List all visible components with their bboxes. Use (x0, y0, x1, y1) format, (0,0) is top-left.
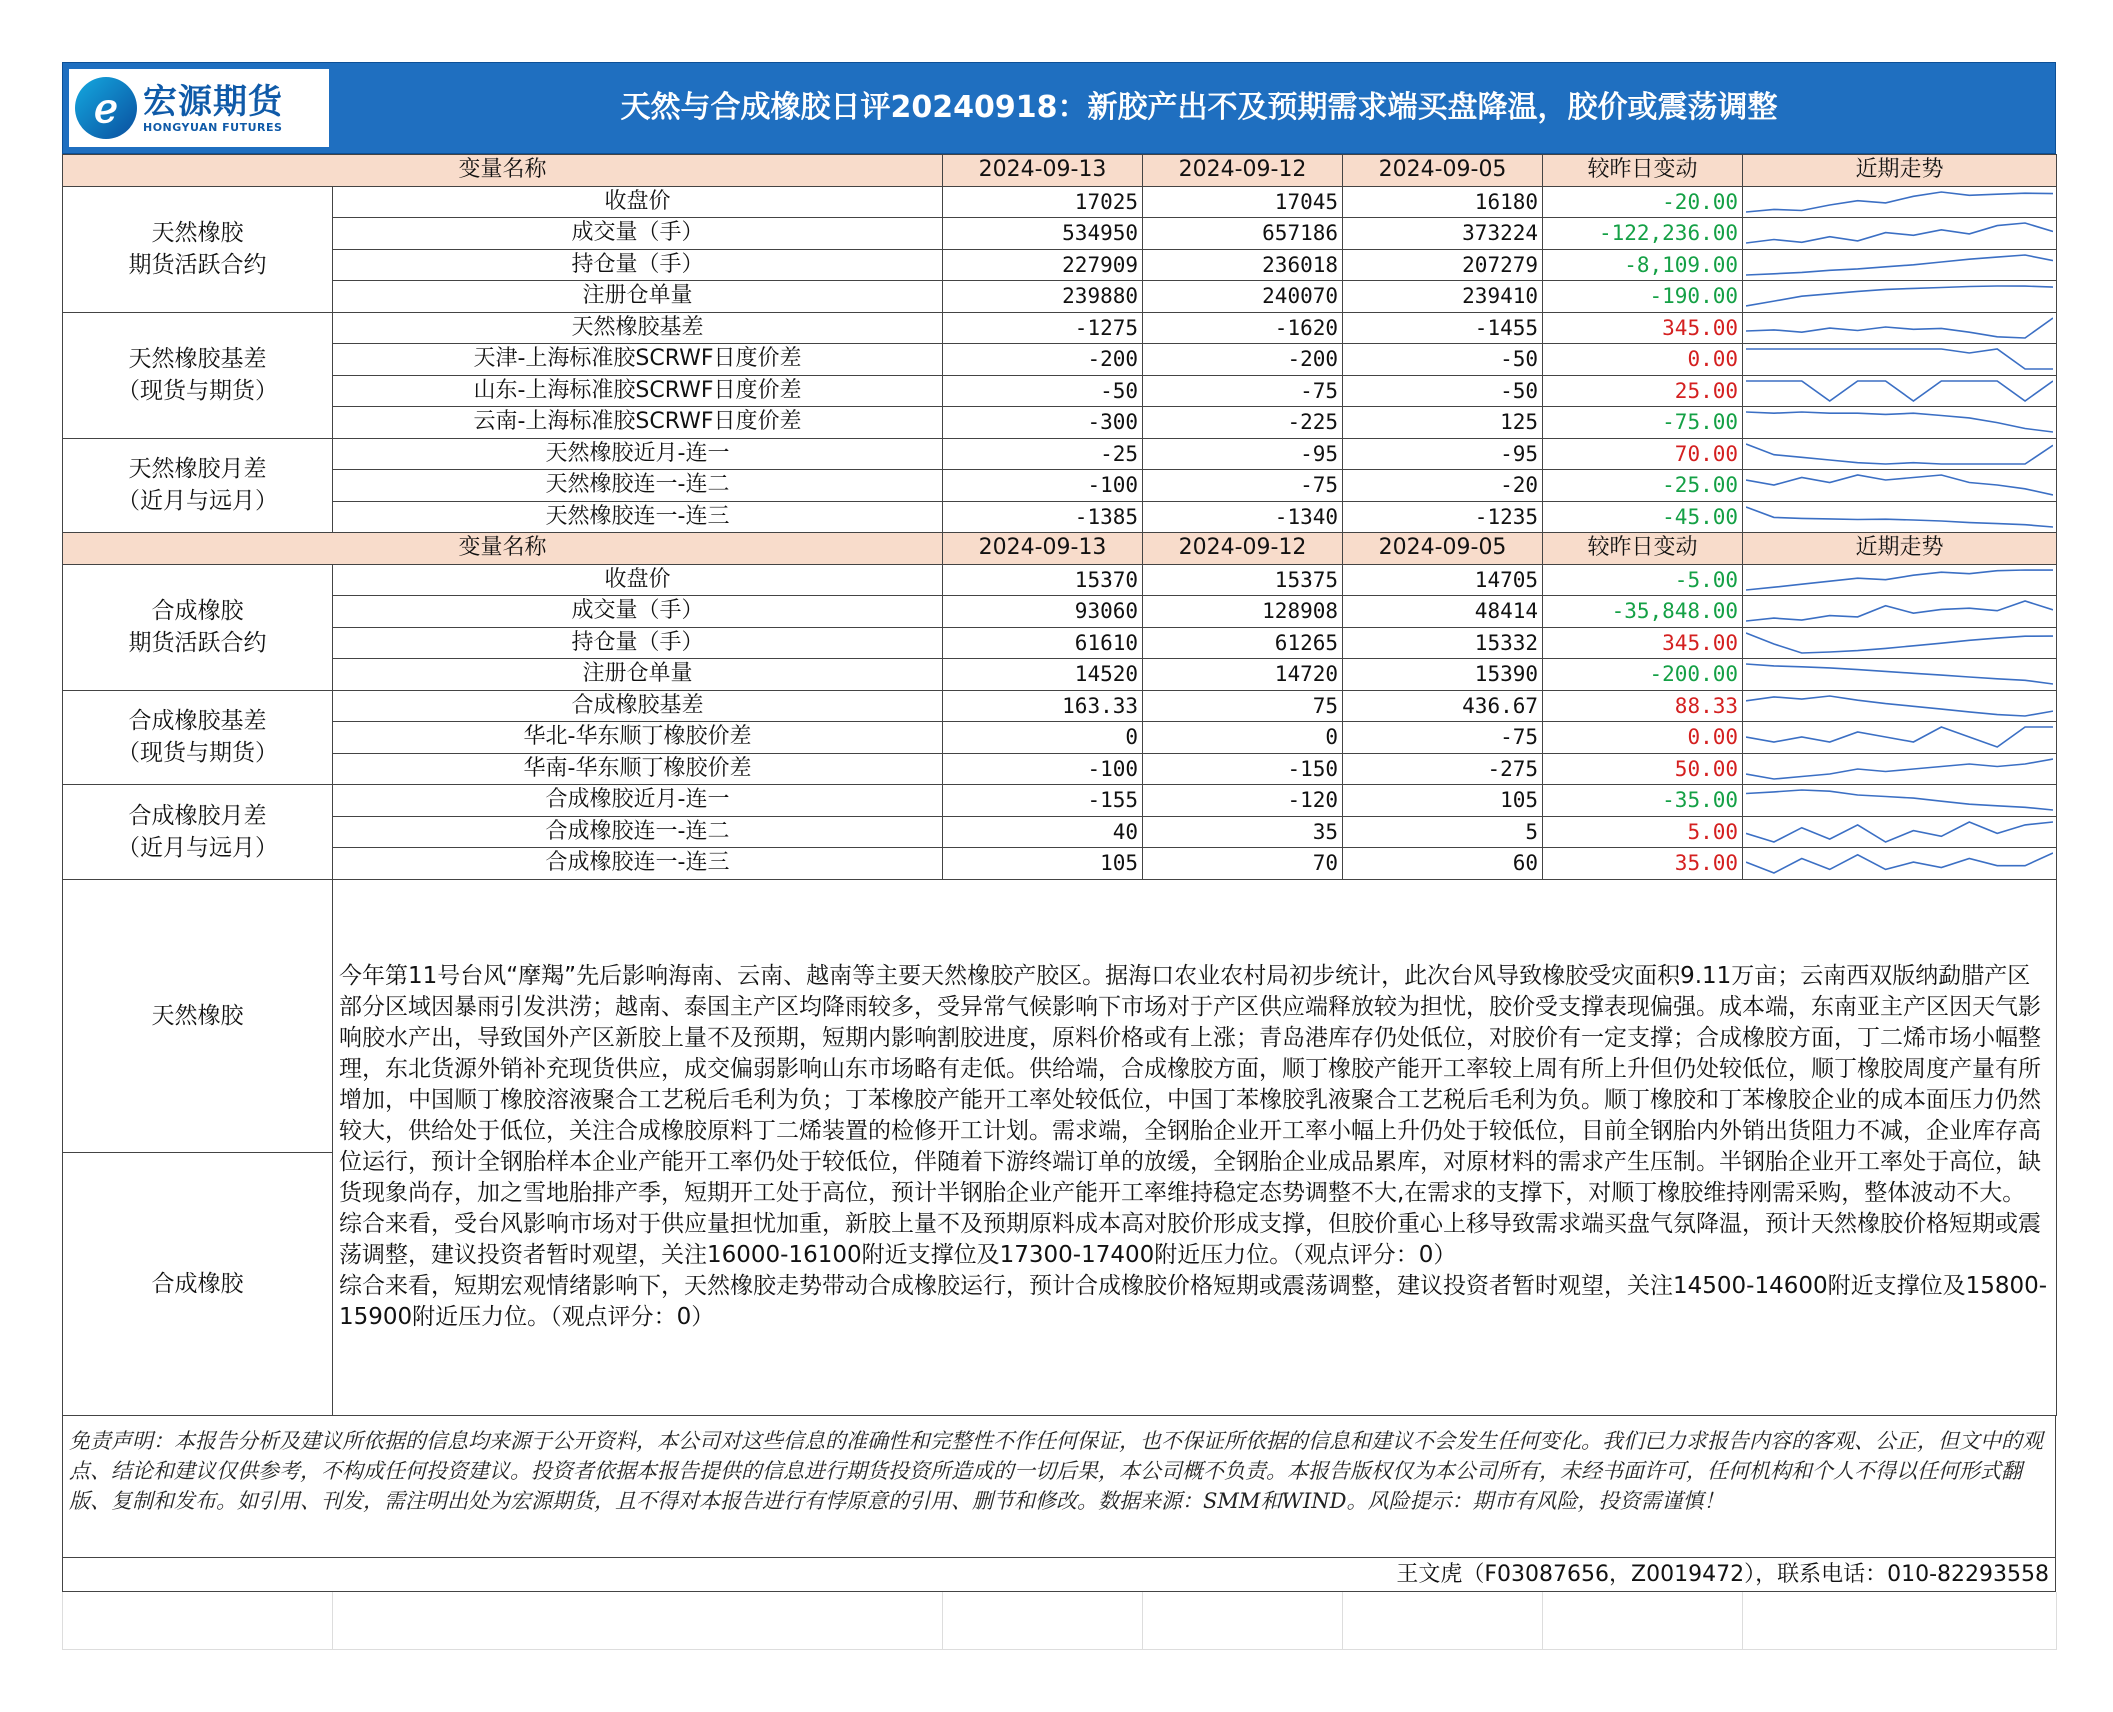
table-row (63, 722, 2057, 754)
trend-sparkline (1743, 281, 2057, 313)
trend-sparkline (1743, 501, 2057, 533)
daily-change: 0.00 (1543, 344, 1743, 376)
variable-name: 天津-上海标准胶SCRWF日度价差 (333, 344, 943, 376)
value-2024-09-12: -120 (1143, 785, 1343, 817)
value-2024-09-12: 128908 (1143, 596, 1343, 628)
column-header: 2024-09-13 (943, 155, 1143, 187)
sparkline-path (1746, 475, 2053, 495)
value-2024-09-13: -100 (943, 470, 1143, 502)
value-2024-09-13: -50 (943, 375, 1143, 407)
trend-sparkline (1743, 848, 2057, 880)
trend-sparkline (1743, 753, 2057, 785)
trend-sparkline (1743, 438, 2057, 470)
table-row (63, 785, 2057, 817)
sparkline-chart (1746, 629, 2053, 657)
daily-change: -8,109.00 (1543, 249, 1743, 281)
trend-sparkline (1743, 722, 2057, 754)
column-header: 2024-09-05 (1343, 533, 1543, 565)
report-sheet (62, 62, 2056, 1650)
trend-sparkline (1743, 186, 2057, 218)
value-2024-09-05: 16180 (1343, 186, 1543, 218)
sparkline-path (1746, 790, 2053, 810)
table-row (63, 816, 2057, 848)
value-2024-09-05: 5 (1343, 816, 1543, 848)
value-2024-09-12: 75 (1143, 690, 1343, 722)
sparkline-path (1746, 853, 2053, 873)
sparkline-path (1746, 727, 2053, 747)
commentary-paragraph-analysis: 今年第11号台风“摩羯”先后影响海南、云南、越南等主要天然橡胶产胶区。据海口农业农村局初步统计，此次台风导致橡胶受灾面积9.11万亩；云南西双版纳勐腊产区部分区域因暴雨引发洪涝；越南、泰国主产区均降雨较多，受异常气候影响下市场对于产区供应端释放较为担忧，胶价受支撑表现偏强。成本端，东南亚主产区因天气影响胶水产出，导致国外产区新胶上量不及预期，短期内影响割胶进度，原料价格或有上涨；青岛港库存仍处低位，对胶价有一定支撑；合成橡胶方面，丁二烯市场小幅整理，东北货源外销补充现货供应，成交偏弱影响山东市场略有走低。供给端，合成橡胶方面，顺丁橡胶产能开工率较上周有所上升但仍处较低位，顺丁橡胶周度产量有所增加，中国顺丁橡胶溶液聚合工艺税后毛利为负；丁苯橡胶产能开工率处较低位，中国丁苯橡胶乳液聚合工艺税后毛利为负。顺丁橡胶和丁苯橡胶企业的成本面压力仍然较大，供给处于低位，关注合成橡胶原料丁二烯装置的检修开工计划。需求端，全钢胎企业开工率小幅上升仍处于较低位，目前全钢胎内外销出货阻力不减，企业库存高位运行，预计全钢胎样本企业产能开工率仍处于较低位，伴随着下游终端订单的放缓，全钢胎企业成品累库，对原材料的需求产生压制。半钢胎企业开工率处于高位，缺货现象尚存，加之雪地胎排产季，短期开工处于高位，预计半钢胎企业产能开工率维持稳定态势调整不大,在需求的支撑下，对顺丁橡胶维持刚需采购，整体波动不大。 (339, 963, 2041, 1206)
variable-name: 合成橡胶连一-连二 (333, 816, 943, 848)
value-2024-09-13: -300 (943, 407, 1143, 439)
sparkline-chart (1746, 597, 2053, 625)
value-2024-09-12: -75 (1143, 375, 1343, 407)
trend-sparkline (1743, 816, 2057, 848)
column-header: 2024-09-12 (1143, 533, 1343, 565)
column-header: 近期走势 (1743, 155, 2057, 187)
sparkline-path (1746, 349, 2053, 369)
variable-name: 收盘价 (333, 186, 943, 218)
value-2024-09-05: 48414 (1343, 596, 1543, 628)
value-2024-09-05: 373224 (1343, 218, 1543, 250)
value-2024-09-12: -75 (1143, 470, 1343, 502)
trend-sparkline (1743, 470, 2057, 502)
daily-change: 345.00 (1543, 312, 1743, 344)
sparkline-chart (1746, 440, 2053, 468)
trend-sparkline (1743, 564, 2057, 596)
daily-change: -20.00 (1543, 186, 1743, 218)
value-2024-09-12: 15375 (1143, 564, 1343, 596)
sparkline-chart (1746, 566, 2053, 594)
table-row (63, 501, 2057, 533)
column-header: 变量名称 (63, 155, 943, 187)
daily-change: -5.00 (1543, 564, 1743, 596)
sparkline-chart (1746, 818, 2053, 846)
table-row (63, 438, 2057, 470)
sparkline-path (1746, 759, 2053, 779)
trend-sparkline (1743, 218, 2057, 250)
table-row (63, 564, 2057, 596)
disclaimer: 免责声明：本报告分析及建议所依据的信息均来源于公开资料，本公司对这些信息的准确性和完整性不作任何保证，也不保证所依据的信息和建议不会发生任何变化。我们已力求报告内容的客观、公正，但文中的观点、结论和建议仅供参考，不构成任何投资建议。投资者依据本报告提供的信息进行期货投资所造成的一切后果，本公司概不负责。本报告版权仅为本公司所有，未经书面许可，任何机构和个人不得以任何形式翻版、复制和发布。如引用、刊发，需注明出处为宏源期货，且不得对本报告进行有悖原意的引用、删节和修改。数据来源：SMM和WIND。风险提示：期市有风险，投资需谨慎！ (62, 1416, 2056, 1558)
value-2024-09-05: 15332 (1343, 627, 1543, 659)
variable-name: 云南-上海标准胶SCRWF日度价差 (333, 407, 943, 439)
variable-name: 天然橡胶连一-连三 (333, 501, 943, 533)
sparkline-chart (1746, 408, 2053, 436)
column-header: 2024-09-13 (943, 533, 1143, 565)
variable-name: 成交量（手） (333, 596, 943, 628)
value-2024-09-05: 15390 (1343, 659, 1543, 691)
variable-name: 山东-上海标准胶SCRWF日度价差 (333, 375, 943, 407)
value-2024-09-13: 0 (943, 722, 1143, 754)
column-header: 近期走势 (1743, 533, 2057, 565)
trend-sparkline (1743, 785, 2057, 817)
table-row (63, 375, 2057, 407)
value-2024-09-12: 17045 (1143, 186, 1343, 218)
logo-name-en: HONGYUAN FUTURES (143, 120, 283, 134)
variable-name: 持仓量（手） (333, 249, 943, 281)
value-2024-09-13: 15370 (943, 564, 1143, 596)
sparkline-path (1746, 822, 2053, 842)
value-2024-09-13: -1385 (943, 501, 1143, 533)
column-header: 2024-09-12 (1143, 155, 1343, 187)
sparkline-path (1746, 223, 2053, 243)
sparkline-chart (1746, 219, 2053, 247)
sparkline-path (1746, 601, 2053, 621)
value-2024-09-12: -150 (1143, 753, 1343, 785)
row-group-label: 天然橡胶 期货活跃合约 (63, 186, 333, 312)
sparkline-chart (1746, 692, 2053, 720)
value-2024-09-13: -155 (943, 785, 1143, 817)
daily-change: 35.00 (1543, 848, 1743, 880)
value-2024-09-05: 105 (1343, 785, 1543, 817)
sparkline-path (1746, 412, 2053, 432)
column-header: 变量名称 (63, 533, 943, 565)
variable-name: 合成橡胶连一-连三 (333, 848, 943, 880)
daily-change: -75.00 (1543, 407, 1743, 439)
sparkline-chart (1746, 282, 2053, 310)
value-2024-09-12: -225 (1143, 407, 1343, 439)
sparkline-chart (1746, 377, 2053, 405)
row-group-label: 合成橡胶 期货活跃合约 (63, 564, 333, 690)
sparkline-chart (1746, 345, 2053, 373)
report-title: 天然与合成橡胶日评20240918：新胶产出不及预期需求端买盘降温，胶价或震荡调整 (620, 90, 1778, 125)
variable-name: 天然橡胶近月-连一 (333, 438, 943, 470)
sparkline-chart (1746, 314, 2053, 342)
daily-change: 25.00 (1543, 375, 1743, 407)
value-2024-09-12: 14720 (1143, 659, 1343, 691)
sparkline-path (1746, 255, 2053, 275)
value-2024-09-05: -275 (1343, 753, 1543, 785)
value-2024-09-12: 236018 (1143, 249, 1343, 281)
value-2024-09-05: -1235 (1343, 501, 1543, 533)
value-2024-09-12: -1340 (1143, 501, 1343, 533)
daily-change: -122,236.00 (1543, 218, 1743, 250)
sparkline-chart (1746, 786, 2053, 814)
value-2024-09-05: 125 (1343, 407, 1543, 439)
table-row (63, 249, 2057, 281)
value-2024-09-12: -1620 (1143, 312, 1343, 344)
column-header-row (63, 533, 2057, 565)
value-2024-09-05: -1455 (1343, 312, 1543, 344)
sparkline-chart (1746, 755, 2053, 783)
variable-name: 收盘价 (333, 564, 943, 596)
table-row (63, 753, 2057, 785)
trend-sparkline (1743, 690, 2057, 722)
variable-name: 天然橡胶基差 (333, 312, 943, 344)
variable-name: 成交量（手） (333, 218, 943, 250)
daily-change: 0.00 (1543, 722, 1743, 754)
value-2024-09-13: 14520 (943, 659, 1143, 691)
column-header: 2024-09-05 (1343, 155, 1543, 187)
sparkline-chart (1746, 660, 2053, 688)
value-2024-09-13: -1275 (943, 312, 1143, 344)
value-2024-09-13: 239880 (943, 281, 1143, 313)
data-table (62, 154, 2057, 880)
sparkline-chart (1746, 503, 2053, 531)
sparkline-path (1746, 381, 2053, 401)
value-2024-09-05: -50 (1343, 375, 1543, 407)
table-row (63, 186, 2057, 218)
value-2024-09-13: 105 (943, 848, 1143, 880)
value-2024-09-12: 70 (1143, 848, 1343, 880)
value-2024-09-13: 163.33 (943, 690, 1143, 722)
column-header-row (63, 155, 2057, 187)
table-row (63, 281, 2057, 313)
table-row (63, 659, 2057, 691)
value-2024-09-12: 240070 (1143, 281, 1343, 313)
column-header: 较昨日变动 (1543, 533, 1743, 565)
value-2024-09-05: -75 (1343, 722, 1543, 754)
column-header: 较昨日变动 (1543, 155, 1743, 187)
sparkline-chart (1746, 849, 2053, 877)
value-2024-09-12: 35 (1143, 816, 1343, 848)
value-2024-09-12: 61265 (1143, 627, 1343, 659)
daily-change: 5.00 (1543, 816, 1743, 848)
commentary-table (62, 880, 2057, 1416)
value-2024-09-13: 227909 (943, 249, 1143, 281)
sparkline-chart (1746, 251, 2053, 279)
table-row (63, 218, 2057, 250)
table-row (63, 407, 2057, 439)
value-2024-09-05: 60 (1343, 848, 1543, 880)
daily-change: 88.33 (1543, 690, 1743, 722)
row-group-label: 合成橡胶基差 （现货与期货） (63, 690, 333, 785)
value-2024-09-13: 61610 (943, 627, 1143, 659)
value-2024-09-05: -20 (1343, 470, 1543, 502)
empty-sheet-row (62, 1592, 2056, 1650)
logo-name-cn: 宏源期货 (143, 81, 283, 122)
value-2024-09-13: -25 (943, 438, 1143, 470)
value-2024-09-13: 40 (943, 816, 1143, 848)
trend-sparkline (1743, 249, 2057, 281)
trend-sparkline (1743, 659, 2057, 691)
daily-change: -35,848.00 (1543, 596, 1743, 628)
table-row (63, 627, 2057, 659)
commentary-label-synthetic: 合成橡胶 (63, 1152, 333, 1415)
value-2024-09-13: 93060 (943, 596, 1143, 628)
commentary-label-natural: 天然橡胶 (63, 880, 333, 1153)
value-2024-09-12: -200 (1143, 344, 1343, 376)
value-2024-09-12: -95 (1143, 438, 1343, 470)
table-row (63, 848, 2057, 880)
value-2024-09-05: -50 (1343, 344, 1543, 376)
value-2024-09-05: 436.67 (1343, 690, 1543, 722)
sparkline-path (1746, 664, 2053, 684)
report-header (62, 62, 2056, 154)
commentary-paragraph-natural: 综合来看，受台风影响市场对于供应量担忧加重，新胶上量不及预期原料成本高对胶价形成支撑，但胶价重心上移导致需求端买盘气氛降温，预计天然橡胶价格短期或震荡调整，建议投资者暂时观望，关注16000-16100附近支撑位及17300-17400附近压力位。（观点评分：0） (339, 1211, 2041, 1268)
value-2024-09-12: 0 (1143, 722, 1343, 754)
table-row (63, 344, 2057, 376)
value-2024-09-13: -100 (943, 753, 1143, 785)
variable-name: 天然橡胶连一-连二 (333, 470, 943, 502)
row-group-label: 天然橡胶月差 （近月与远月） (63, 438, 333, 533)
trend-sparkline (1743, 375, 2057, 407)
value-2024-09-05: 14705 (1343, 564, 1543, 596)
row-group-label: 天然橡胶基差 （现货与期货） (63, 312, 333, 438)
sparkline-path (1746, 192, 2053, 212)
value-2024-09-13: 534950 (943, 218, 1143, 250)
sparkline-path (1746, 286, 2053, 306)
daily-change: -25.00 (1543, 470, 1743, 502)
daily-change: 70.00 (1543, 438, 1743, 470)
variable-name: 华北-华东顺丁橡胶价差 (333, 722, 943, 754)
daily-change: 345.00 (1543, 627, 1743, 659)
sparkline-path (1746, 696, 2053, 716)
table-row (63, 470, 2057, 502)
value-2024-09-05: -95 (1343, 438, 1543, 470)
daily-change: -45.00 (1543, 501, 1743, 533)
commentary-text (333, 880, 2057, 1416)
trend-sparkline (1743, 627, 2057, 659)
variable-name: 华南-华东顺丁橡胶价差 (333, 753, 943, 785)
sparkline-chart (1746, 723, 2053, 751)
author-contact: 王文虎（F03087656，Z0019472），联系电话：010-82293558 (62, 1558, 2056, 1592)
sparkline-path (1746, 633, 2053, 653)
value-2024-09-05: 239410 (1343, 281, 1543, 313)
row-group-label: 合成橡胶月差 （近月与远月） (63, 785, 333, 880)
variable-name: 注册仓单量 (333, 659, 943, 691)
trend-sparkline (1743, 312, 2057, 344)
variable-name: 合成橡胶近月-连一 (333, 785, 943, 817)
company-logo (69, 69, 329, 147)
table-row (63, 690, 2057, 722)
variable-name: 注册仓单量 (333, 281, 943, 313)
table-row (63, 312, 2057, 344)
value-2024-09-12: 657186 (1143, 218, 1343, 250)
logo-emblem-icon: ℯ (75, 77, 137, 139)
daily-change: -190.00 (1543, 281, 1743, 313)
trend-sparkline (1743, 407, 2057, 439)
daily-change: -200.00 (1543, 659, 1743, 691)
table-row (63, 596, 2057, 628)
sparkline-path (1746, 507, 2053, 527)
commentary-paragraph-synthetic: 综合来看，短期宏观情绪影响下，天然橡胶走势带动合成橡胶运行，预计合成橡胶价格短期或震荡调整，建议投资者暂时观望，关注14500-14600附近支撑位及15800-15900附近压力位。（观点评分：0） (339, 1273, 2048, 1330)
variable-name: 持仓量（手） (333, 627, 943, 659)
sparkline-chart (1746, 188, 2053, 216)
sparkline-chart (1746, 471, 2053, 499)
value-2024-09-05: 207279 (1343, 249, 1543, 281)
variable-name: 合成橡胶基差 (333, 690, 943, 722)
daily-change: 50.00 (1543, 753, 1743, 785)
trend-sparkline (1743, 596, 2057, 628)
sparkline-path (1746, 318, 2053, 338)
sparkline-path (1746, 444, 2053, 464)
sparkline-path (1746, 570, 2053, 590)
trend-sparkline (1743, 344, 2057, 376)
value-2024-09-13: -200 (943, 344, 1143, 376)
value-2024-09-13: 17025 (943, 186, 1143, 218)
daily-change: -35.00 (1543, 785, 1743, 817)
